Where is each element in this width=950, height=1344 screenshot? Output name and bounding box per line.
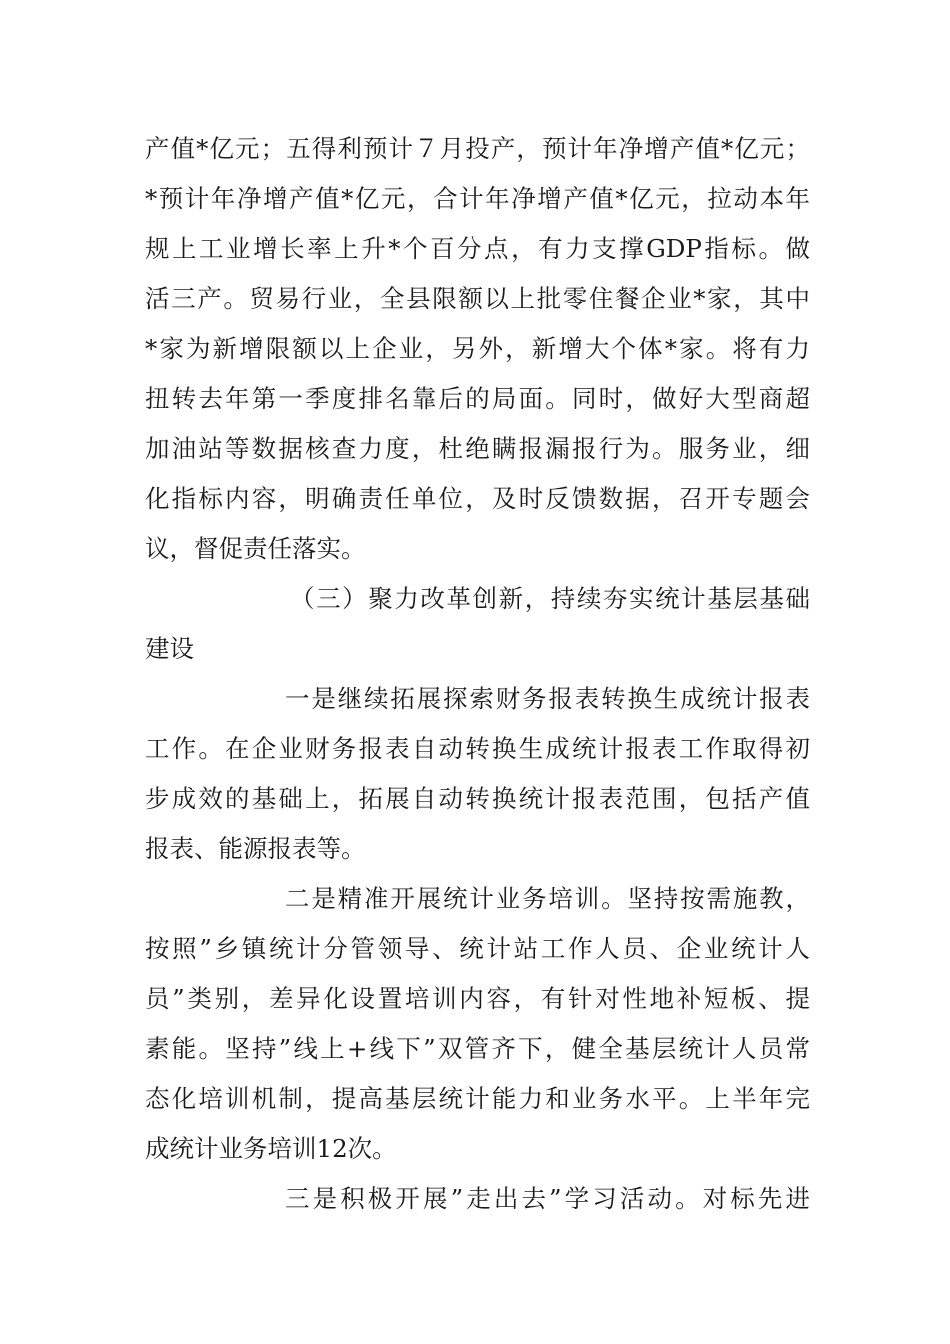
section-heading: （三）聚力改革创新，持续夯实统计基层基础 [290, 584, 810, 613]
text-line: 素能。坚持”线上+线下”双管齐下，健全基层统计人员常 [145, 1034, 810, 1063]
text-line: 化指标内容，明确责任单位，及时反馈数据，召开专题会 [145, 484, 810, 513]
paragraph-start: 三是积极开展”走出去”学习活动。对标先进 [285, 1184, 810, 1213]
text-line: 态化培训机制，提高基层统计能力和业务水平。上半年完 [145, 1084, 810, 1113]
text-line: 活三产。贸易行业，全县限额以上批零住餐企业*家，其中 [145, 284, 810, 313]
text-line: 员”类别，差异化设置培训内容，有针对性地补短板、提 [145, 984, 810, 1013]
text-line: 议，督促责任落实。 [145, 534, 366, 563]
paragraph-start: 一是继续拓展探索财务报表转换生成统计报表 [285, 684, 810, 713]
text-line: 加油站等数据核查力度，杜绝瞒报漏报行为。服务业，细 [145, 434, 810, 463]
text-line: 步成效的基础上，拓展自动转换统计报表范围，包括产值 [145, 784, 810, 813]
text-line: 规上工业增长率上升*个百分点，有力支撑GDP指标。做 [145, 234, 810, 263]
text-line: 成统计业务培训12次。 [145, 1134, 397, 1163]
text-line: 按照”乡镇统计分管领导、统计站工作人员、企业统计人 [145, 934, 810, 963]
paragraph-start: 二是精准开展统计业务培训。坚持按需施教， [285, 884, 810, 913]
text-line: 扭转去年第一季度排名靠后的局面。同时，做好大型商超 [145, 384, 810, 413]
text-line: 工作。在企业财务报表自动转换生成统计报表工作取得初 [145, 734, 810, 763]
text-line: 报表、能源报表等。 [145, 834, 366, 863]
text-line: 产值*亿元；五得利预计７月投产，预计年净增产值*亿元； [145, 134, 810, 163]
section-heading-continued: 建设 [145, 634, 194, 663]
text-line: *家为新增限额以上企业，另外，新增大个体*家。将有力 [145, 334, 810, 363]
text-line: *预计年净增产值*亿元，合计年净增产值*亿元，拉动本年 [145, 184, 810, 213]
